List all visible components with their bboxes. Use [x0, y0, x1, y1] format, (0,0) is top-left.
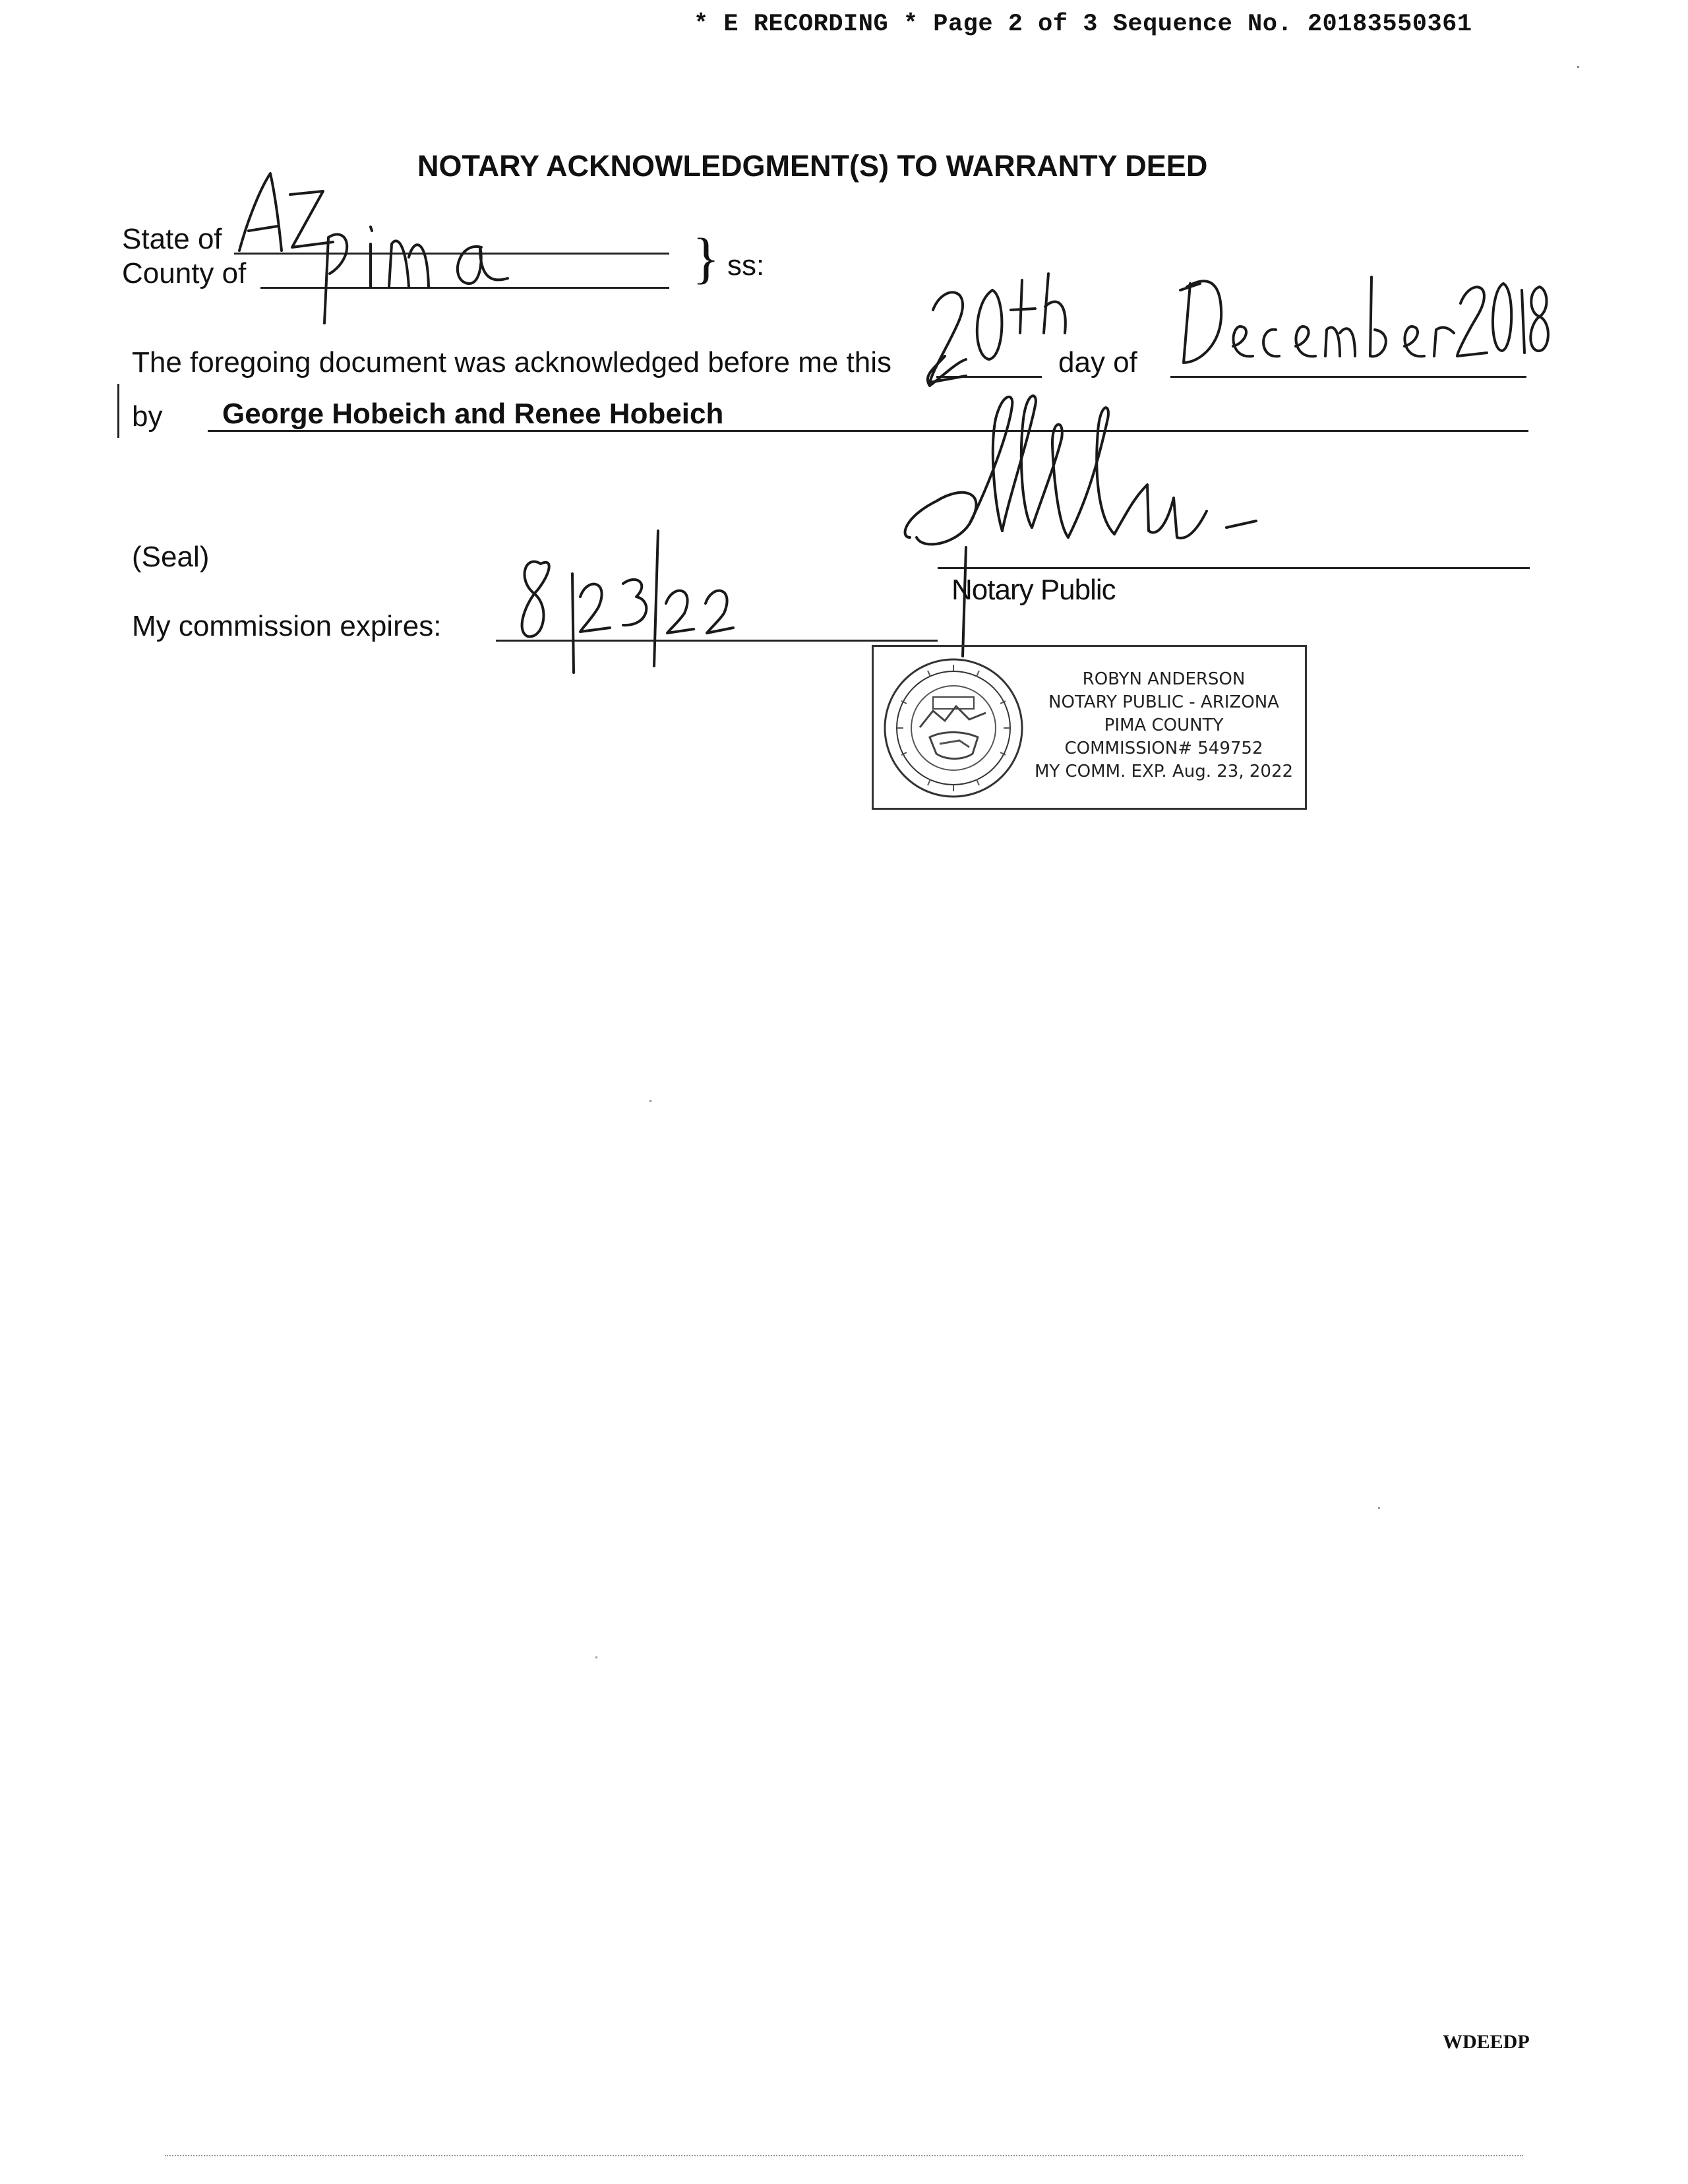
stamp-line: COMMISSION# 549752: [1064, 739, 1263, 758]
seal-label: (Seal): [132, 541, 210, 573]
arizona-state-seal-icon: [880, 655, 1027, 801]
notary-public-label: Notary Public: [951, 574, 1116, 606]
signers-name: George Hobeich and Renee Hobeich: [222, 398, 724, 430]
notary-stamp: [872, 645, 1307, 810]
handwritten-county-value: [310, 218, 534, 330]
form-code: WDEEDP: [1443, 2031, 1530, 2053]
stamp-line: ROBYN ANDERSON: [1082, 669, 1246, 689]
speck: [649, 1100, 651, 1102]
stamp-line: NOTARY PUBLIC - ARIZONA: [1048, 692, 1279, 712]
commission-label: My commission expires:: [132, 610, 442, 642]
speck: [595, 1656, 597, 1658]
ss-label: ss:: [727, 249, 765, 282]
acknowledgment-text: The foregoing document was acknowledged before me this: [132, 346, 892, 379]
state-label: State of: [122, 223, 222, 255]
stamp-line: MY COMM. EXP. Aug. 23, 2022: [1034, 762, 1294, 781]
handwritten-commission-date: [514, 528, 778, 679]
margin-mark: [117, 384, 119, 438]
speck: [1577, 66, 1579, 68]
stamp-line: PIMA COUNTY: [1104, 715, 1224, 735]
stamp-text: [1025, 668, 1302, 783]
county-label: County of: [122, 257, 247, 289]
day-of-label: day of: [1058, 346, 1137, 379]
by-line: [208, 430, 1528, 432]
speck: [1378, 1507, 1380, 1509]
notary-signature: [897, 379, 1266, 656]
ss-brace: }: [692, 226, 720, 289]
form-title: NOTARY ACKNOWLEDGMENT(S) TO WARRANTY DEED: [417, 149, 1208, 183]
handwritten-month-year-value: [1174, 264, 1550, 379]
scan-noise-line: [165, 2155, 1523, 2163]
recording-header: * E RECORDING * Page 2 of 3 Sequence No. 20183550361: [694, 11, 1472, 38]
by-label: by: [132, 400, 163, 433]
